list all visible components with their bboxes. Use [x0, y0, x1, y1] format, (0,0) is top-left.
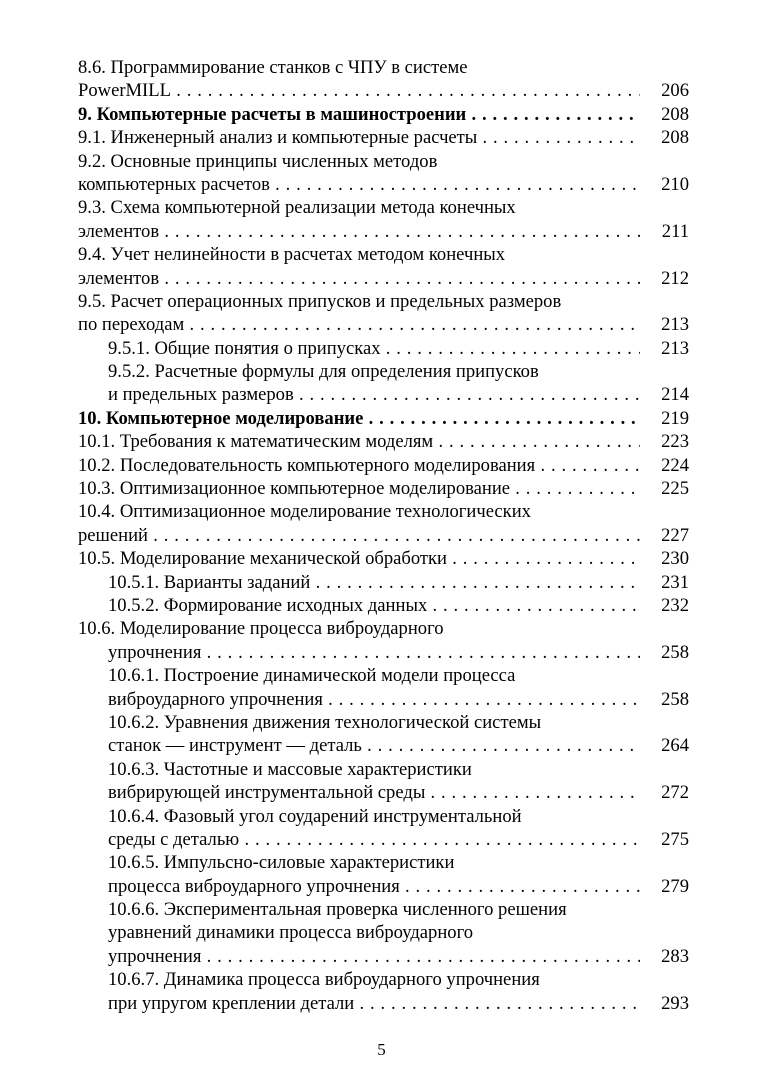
toc-entry-title: 10.6.2. Уравнения движения технологической системы	[108, 711, 542, 733]
toc-entry	[78, 150, 689, 197]
toc-entry-title: станок — инструмент — деталь . . .	[108, 734, 640, 757]
toc-entry-page: 212	[661, 267, 689, 289]
toc-entry-line-with-page	[78, 477, 689, 500]
toc-entry-line	[78, 500, 689, 523]
toc-entry	[78, 664, 689, 711]
toc-entry-line	[78, 921, 689, 944]
toc-entry	[78, 430, 689, 453]
toc-entry	[78, 758, 689, 805]
table-of-contents	[78, 56, 689, 1015]
page-number: 5	[377, 1040, 386, 1059]
toc-entry-line	[78, 196, 689, 219]
toc-entry-page: 231	[661, 571, 689, 593]
toc-entry-line-with-page	[78, 688, 689, 711]
toc-entry-line-with-page	[78, 524, 689, 547]
toc-entry-title: элементов . . .	[78, 220, 640, 243]
toc-entry-line-with-page	[78, 547, 689, 570]
toc-entry-title: PowerMILL . . .	[78, 79, 640, 102]
toc-entry-line-with-page	[78, 571, 689, 594]
toc-entry-page: 258	[661, 688, 689, 710]
toc-entry	[78, 103, 689, 126]
toc-entry-page: 264	[661, 735, 689, 757]
toc-entry-line	[78, 150, 689, 173]
toc-entry-title: 10.5.1. Варианты заданий . . .	[108, 571, 640, 594]
toc-entry-page: 210	[661, 173, 689, 195]
toc-entry	[78, 56, 689, 103]
toc-entry-line-with-page	[78, 267, 689, 290]
toc-entry-line-with-page	[78, 875, 689, 898]
toc-entry-title: 10.6.4. Фазовый угол соударений инструментальной	[108, 805, 522, 827]
toc-entry-page: 208	[661, 103, 689, 125]
toc-entry-title: 10.3. Оптимизационное компьютерное моделирование . . .	[78, 477, 640, 500]
toc-entry-title: 10.4. Оптимизационное моделирование технологических	[78, 501, 531, 523]
toc-entry-page: 214	[661, 384, 689, 406]
toc-entry-line-with-page	[78, 103, 689, 126]
toc-entry-title: 10.6.5. Импульсно-силовые характеристики	[108, 852, 455, 874]
toc-entry-title: по переходам . . .	[78, 313, 640, 336]
toc-entry	[78, 851, 689, 898]
toc-entry-title: 9.5.1. Общие понятия о припусках . . .	[108, 337, 640, 360]
toc-entry	[78, 243, 689, 290]
toc-entry-title: 10.6.1. Построение динамической модели процесса	[108, 665, 516, 687]
toc-entry	[78, 500, 689, 547]
toc-entry-line	[78, 664, 689, 687]
toc-entry	[78, 196, 689, 243]
toc-entry-page: 275	[661, 828, 689, 850]
toc-entry-line	[78, 290, 689, 313]
toc-entry-title: 10.5. Моделирование механической обработки . . .	[78, 547, 640, 570]
toc-entry-page: 223	[661, 431, 689, 453]
toc-entry-title: 10.6. Моделирование процесса виброударного	[78, 618, 444, 640]
toc-entry-line	[78, 851, 689, 874]
toc-entry-line-with-page	[78, 945, 689, 968]
toc-entry-line-with-page	[78, 79, 689, 102]
toc-entry-page: 225	[661, 478, 689, 500]
toc-entry-page: 230	[661, 548, 689, 570]
toc-entry-line-with-page	[78, 594, 689, 617]
toc-entry-title: и предельных размеров . . .	[108, 383, 640, 406]
toc-entry	[78, 407, 689, 430]
toc-entry-line	[78, 243, 689, 266]
toc-entry-line-with-page	[78, 734, 689, 757]
toc-entry-title: 9.1. Инженерный анализ и компьютерные расчеты . . .	[78, 126, 640, 149]
toc-entry-page: 213	[661, 337, 689, 359]
toc-entry	[78, 617, 689, 664]
toc-entry	[78, 594, 689, 617]
toc-entry-title: 9.4. Учет нелинейности в расчетах методом конечных	[78, 244, 506, 266]
toc-entry-title: уравнений динамики процесса виброударного	[108, 922, 474, 944]
toc-entry-title: 9.5. Расчет операционных припусков и предельных размеров	[78, 290, 562, 312]
toc-entry-title: 10.2. Последовательность компьютерного моделирования . . .	[78, 454, 640, 477]
toc-entry-line-with-page	[78, 781, 689, 804]
toc-entry-line-with-page	[78, 383, 689, 406]
toc-entry	[78, 454, 689, 477]
toc-entry	[78, 571, 689, 594]
toc-entry-line-with-page	[78, 337, 689, 360]
toc-entry-title: упрочнения . . .	[108, 641, 640, 664]
toc-entry-title: решений . . .	[78, 524, 640, 547]
toc-entry-page: 208	[661, 127, 689, 149]
toc-entry	[78, 547, 689, 570]
toc-entry	[78, 290, 689, 337]
toc-entry	[78, 337, 689, 360]
toc-entry-title: 9.5.2. Расчетные формулы для определения припусков	[108, 361, 539, 383]
toc-entry-title: 10.5.2. Формирование исходных данных . . .	[108, 594, 640, 617]
toc-entry-title: компьютерных расчетов . . .	[78, 173, 640, 196]
toc-entry-line	[78, 968, 689, 991]
toc-entry-line	[78, 711, 689, 734]
toc-entry-title: процесса виброударного упрочнения . . .	[108, 875, 640, 898]
toc-entry-title: среды с деталью . . .	[108, 828, 640, 851]
toc-entry-line-with-page	[78, 430, 689, 453]
toc-entry-page: 232	[661, 594, 689, 616]
toc-entry-page: 211	[661, 220, 689, 242]
toc-entry-title: 9. Компьютерные расчеты в машиностроении . . .	[78, 103, 640, 126]
toc-entry-title: виброударного упрочнения . . .	[108, 688, 640, 711]
toc-entry-line	[78, 56, 689, 79]
toc-entry-page: 219	[661, 407, 689, 429]
toc-entry-line	[78, 898, 689, 921]
toc-entry-title: 9.3. Схема компьютерной реализации метода конечных	[78, 197, 516, 219]
toc-entry	[78, 898, 689, 968]
toc-entry-title: 10.6.7. Динамика процесса виброударного упрочнения	[108, 969, 540, 991]
toc-entry-line-with-page	[78, 407, 689, 430]
toc-entry	[78, 360, 689, 407]
toc-entry-page: 279	[661, 875, 689, 897]
toc-entry-title: вибрирующей инструментальной среды . . .	[108, 781, 640, 804]
toc-entry	[78, 711, 689, 758]
toc-entry	[78, 805, 689, 852]
toc-entry-line-with-page	[78, 220, 689, 243]
toc-entry-title: 10.6.3. Частотные и массовые характеристики	[108, 758, 472, 780]
toc-entry-page: 293	[661, 992, 689, 1014]
toc-entry-line	[78, 360, 689, 383]
toc-entry-title: 10. Компьютерное моделирование . . .	[78, 407, 640, 430]
toc-entry-page: 272	[661, 782, 689, 804]
toc-entry-page: 258	[661, 641, 689, 663]
toc-entry-title: при упругом креплении детали . . .	[108, 992, 640, 1015]
toc-entry-title: упрочнения . . .	[108, 945, 640, 968]
toc-entry-title: элементов . . .	[78, 267, 640, 290]
toc-entry-line-with-page	[78, 828, 689, 851]
toc-entry-line-with-page	[78, 992, 689, 1015]
toc-entry-line-with-page	[78, 313, 689, 336]
toc-entry-page: 206	[661, 80, 689, 102]
toc-entry-title: 10.6.6. Экспериментальная проверка численного решения	[108, 899, 567, 921]
toc-entry-page: 227	[661, 524, 689, 546]
toc-entry-line-with-page	[78, 641, 689, 664]
toc-entry	[78, 968, 689, 1015]
toc-entry-title: 10.1. Требования к математическим моделям . . .	[78, 430, 640, 453]
toc-entry-page: 224	[661, 454, 689, 476]
toc-entry-title: 8.6. Программирование станков с ЧПУ в системе	[78, 57, 468, 78]
toc-entry-line	[78, 805, 689, 828]
toc-entry-line-with-page	[78, 126, 689, 149]
toc-entry-line	[78, 758, 689, 781]
toc-entry-title: 9.2. Основные принципы численных методов	[78, 150, 438, 172]
toc-entry-line	[78, 617, 689, 640]
toc-entry-page: 213	[661, 314, 689, 336]
toc-entry	[78, 477, 689, 500]
toc-entry-line-with-page	[78, 173, 689, 196]
toc-entry-page: 283	[661, 945, 689, 967]
toc-entry	[78, 126, 689, 149]
toc-entry-line-with-page	[78, 454, 689, 477]
